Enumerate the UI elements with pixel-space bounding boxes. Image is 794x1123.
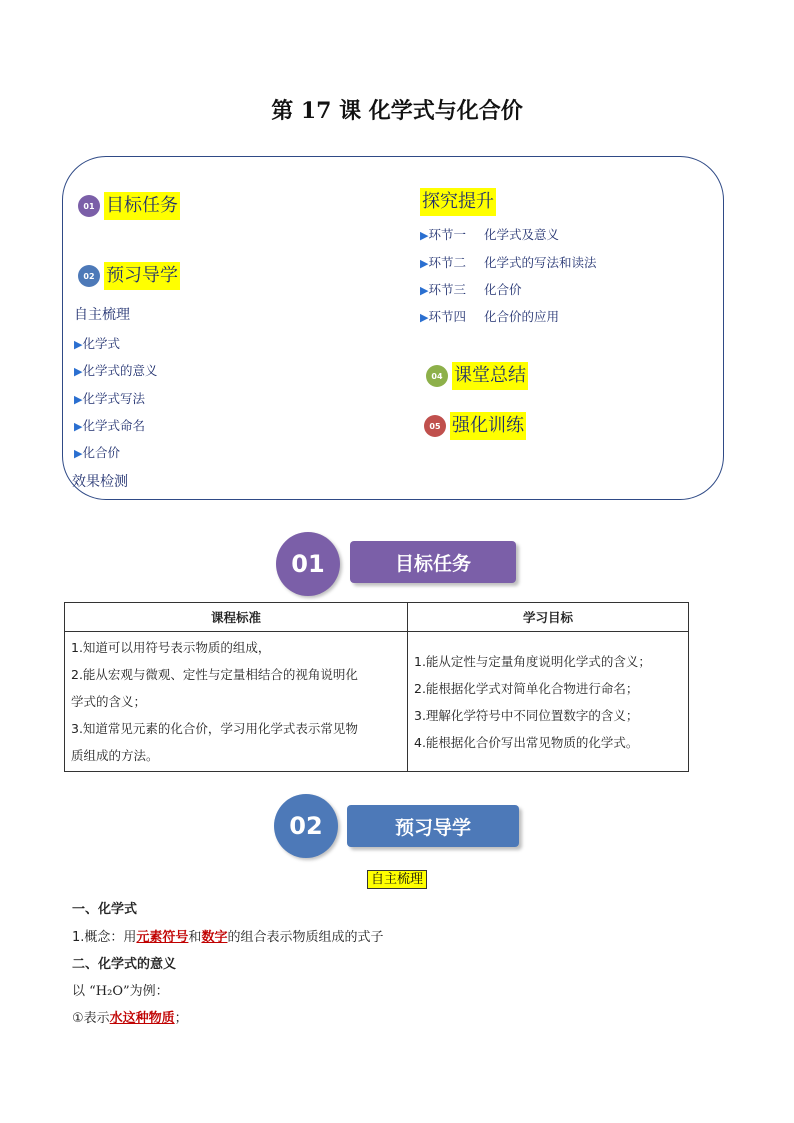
toc-left-item[interactable]: ▶化学式 xyxy=(74,336,120,351)
triangle-bullet-icon: ▶ xyxy=(74,420,83,433)
section-04-badge-icon: 04 xyxy=(426,365,448,387)
toc-section-05[interactable] xyxy=(424,412,526,440)
toc-left-item[interactable]: ▶化学式写法 xyxy=(74,391,145,406)
triangle-bullet-icon: ▶ xyxy=(420,284,429,297)
section-02-title: 预习导学 xyxy=(347,805,519,847)
section-05-badge-icon: 05 xyxy=(424,415,446,437)
toc-left-item[interactable]: ▶化学式命名 xyxy=(74,418,145,433)
section-01-title: 目标任务 xyxy=(350,541,516,583)
toc-left-item[interactable]: ▶化合价 xyxy=(74,445,120,460)
toc-right-item[interactable]: ▶环节一 化学式及意义 xyxy=(420,227,559,242)
section-02-number: 02 xyxy=(274,794,338,858)
heading-chemical-formula: 一、化学式 xyxy=(72,902,138,917)
triangle-bullet-icon: ▶ xyxy=(420,257,429,270)
example-line: 以 “H₂O”为例： xyxy=(72,984,169,999)
toc-left-item[interactable]: ▶化学式的意义 xyxy=(74,363,158,378)
triangle-bullet-icon: ▶ xyxy=(420,311,429,324)
toc-right-item[interactable]: ▶环节二 化学式的写法和读法 xyxy=(420,255,597,270)
curriculum-standards-cell: 1.知道可以用符号表示物质的组成， 2.能从宏观与微观、定性与定量相结合的视角说明化 学式的含义； 3.知道常见元素的化合价，学习用化学式表示常见物 质组成的方法。 xyxy=(65,632,408,772)
toc-section-04-label: 课堂总结 xyxy=(452,362,528,390)
toc-effect-check[interactable]: 效果检测 xyxy=(72,474,128,490)
toc-right-item[interactable]: ▶环节四 化合价的应用 xyxy=(420,309,559,324)
toc-sub-heading: 自主梳理 xyxy=(74,307,130,323)
section-01-badge-icon: 01 xyxy=(78,195,100,217)
toc-section-02[interactable] xyxy=(78,262,180,290)
triangle-bullet-icon: ▶ xyxy=(74,447,83,460)
toc-section-01-label: 目标任务 xyxy=(104,192,180,220)
standards-table xyxy=(64,602,689,772)
concept-line: 1.概念：用元素符号和数字的组合表示物质组成的式子 xyxy=(72,930,384,945)
learning-goals-cell: 1.能从定性与定量角度说明化学式的含义； 2.能根据化学式对简单化合物进行命名； 3.理解化学符号中不同位置数字的含义； 4.能根据化合价写出常见物质的化学式。 xyxy=(408,632,689,772)
toc-section-01[interactable] xyxy=(78,192,180,220)
table-header: 课程标准 xyxy=(65,603,408,632)
table-header: 学习目标 xyxy=(408,603,689,632)
triangle-bullet-icon: ▶ xyxy=(74,393,83,406)
toc-section-03-label: 探究提升 xyxy=(420,188,496,216)
triangle-bullet-icon: ▶ xyxy=(74,365,83,378)
page-title: 第 17 课 化学式与化合价 xyxy=(271,98,523,124)
meaning-item-1: ①表示水这种物质； xyxy=(72,1011,188,1026)
toc-right-item[interactable]: ▶环节三 化合价 xyxy=(420,282,522,297)
triangle-bullet-icon: ▶ xyxy=(74,338,83,351)
self-review-heading: 自主梳理 xyxy=(0,868,794,887)
toc-section-03[interactable] xyxy=(420,188,496,216)
toc-section-02-label: 预习导学 xyxy=(104,262,180,290)
triangle-bullet-icon: ▶ xyxy=(420,229,429,242)
toc-section-04[interactable] xyxy=(426,362,528,390)
toc-section-05-label: 强化训练 xyxy=(450,412,526,440)
section-01-number: 01 xyxy=(276,532,340,596)
section-02-badge-icon: 02 xyxy=(78,265,100,287)
heading-formula-meaning: 二、化学式的意义 xyxy=(72,957,177,972)
